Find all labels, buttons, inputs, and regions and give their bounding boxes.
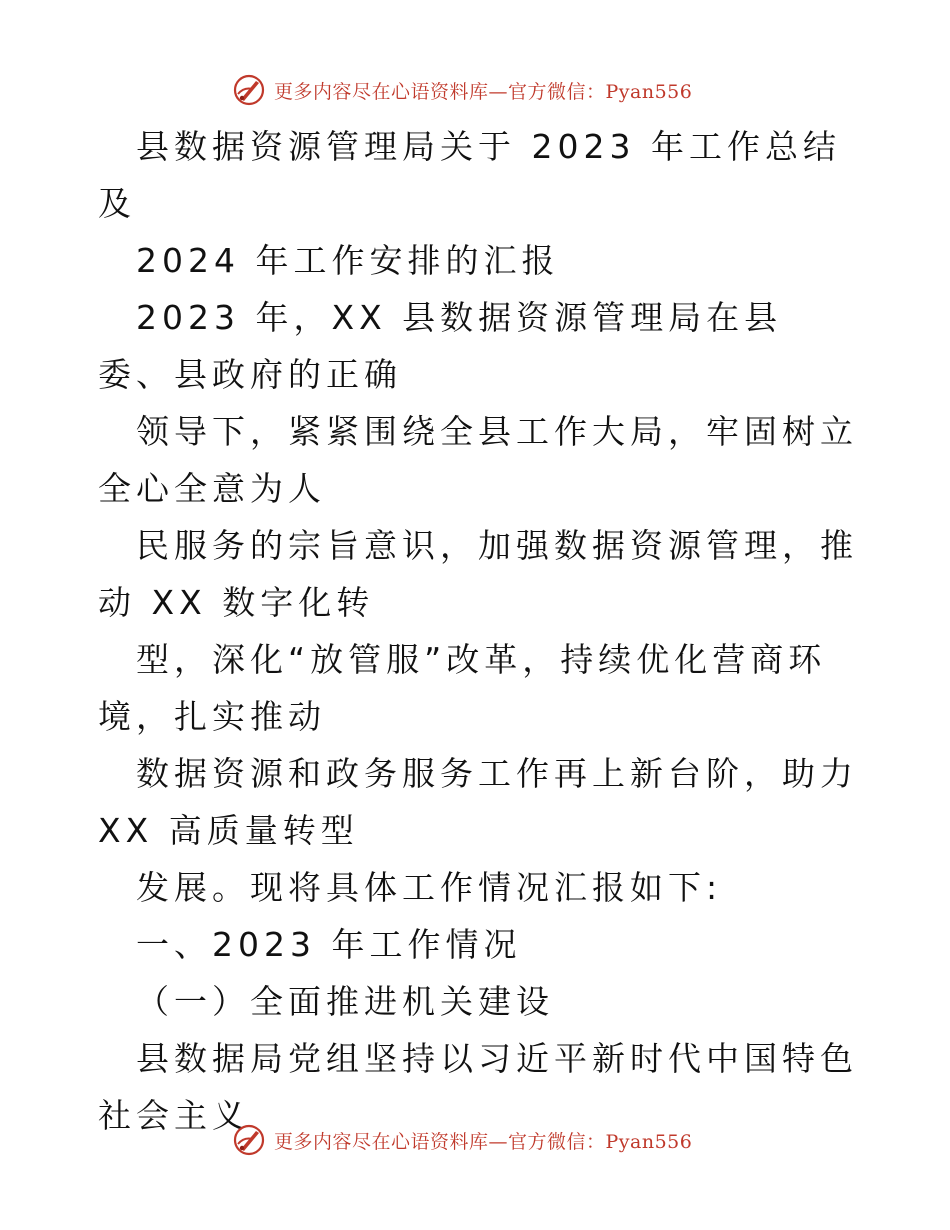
document-title-line-2: 2024 年工作安排的汇报: [136, 241, 560, 280]
quill-logo-icon: [232, 1123, 266, 1157]
document-title-line-1: 县数据资源管理局关于 2023 年工作总结及: [98, 127, 841, 223]
section-heading-1: 一、2023 年工作情况: [136, 925, 522, 964]
quill-logo-icon: [232, 73, 266, 107]
banner-text: 更多内容尽在心语资料库—官方微信：Pyan556: [274, 1130, 693, 1153]
paragraph-6: 发展。现将具体工作情况汇报如下:: [136, 868, 723, 907]
paragraph-2: 领导下，紧紧围绕全县工作大局，牢固树立全心全意为人: [98, 412, 858, 508]
banner-text: 更多内容尽在心语资料库—官方微信：Pyan556: [274, 80, 693, 103]
document-body: [98, 118, 858, 1144]
header-banner: [232, 70, 712, 110]
body-paragraph-1: 县数据局党组坚持以习近平新时代中国特色社会主义: [98, 1039, 858, 1135]
paragraph-1: 2023 年，XX 县数据资源管理局在县委、县政府的正确: [98, 298, 783, 394]
paragraph-3: 民服务的宗旨意识，加强数据资源管理，推动 XX 数字化转: [98, 526, 858, 622]
footer-banner: [232, 1120, 712, 1160]
paragraph-4: 型，深化“放管服”改革，持续优化营商环境，扎实推动: [98, 640, 827, 736]
paragraph-5: 数据资源和政务服务工作再上新台阶，助力 XX 高质量转型: [98, 754, 858, 850]
subsection-heading-1: （一）全面推进机关建设: [136, 982, 554, 1021]
